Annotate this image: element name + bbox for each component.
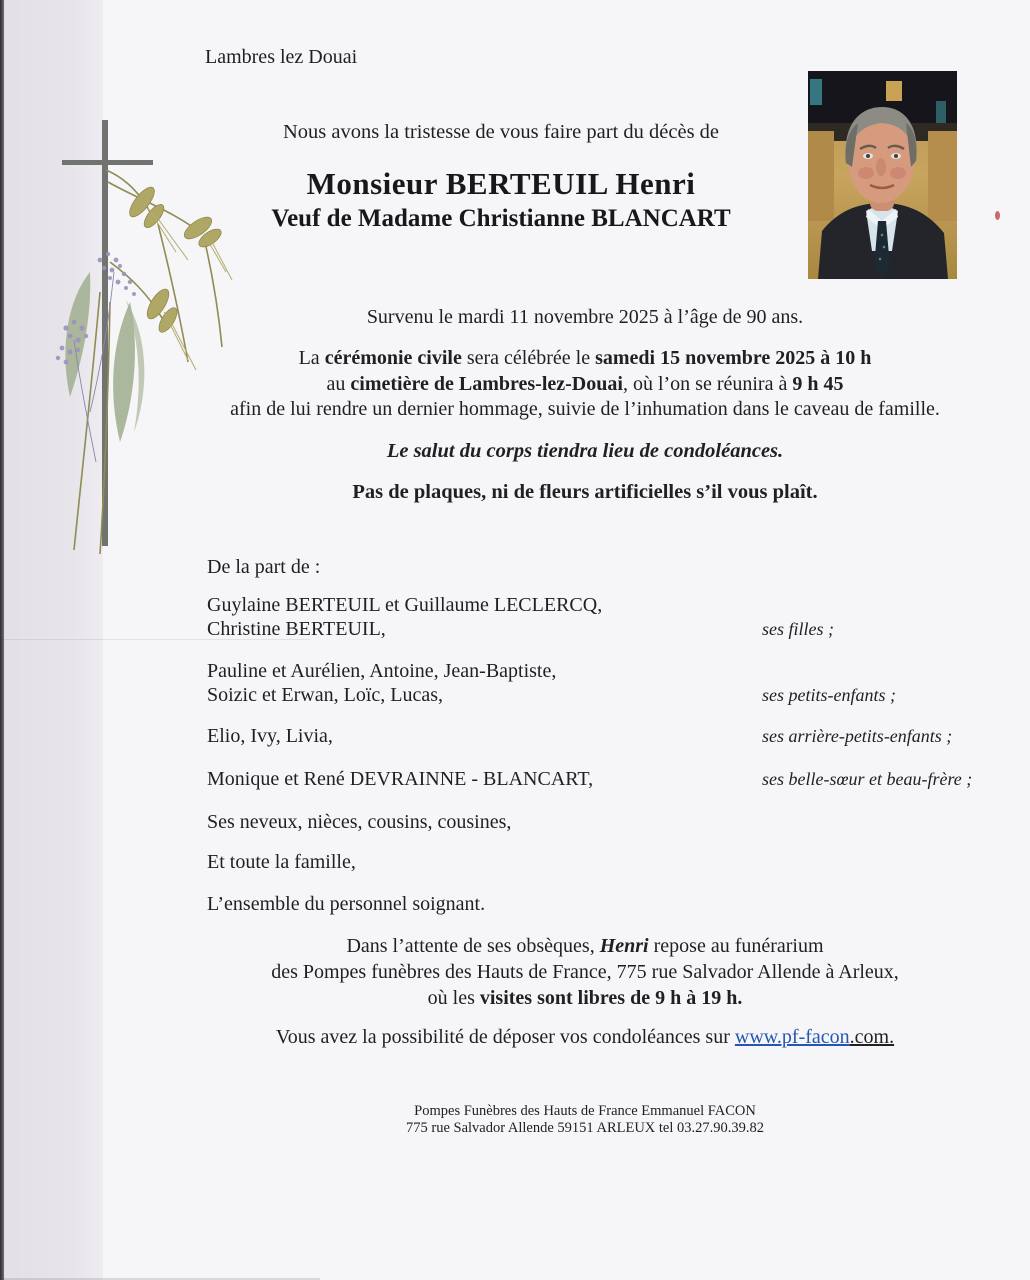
city-label: Lambres lez Douai <box>205 46 358 68</box>
family-name-line: Ses neveux, nièces, cousins, cousines, <box>207 811 512 833</box>
deceased-subtitle: Veuf de Madame Christianne BLANCART <box>271 205 731 232</box>
family-name-line: Et toute la famille, <box>207 851 356 873</box>
family-name-line: Elio, Ivy, Livia, <box>207 725 333 747</box>
family-name-line: Christine BERTEUIL, <box>207 618 386 640</box>
ceremony-line-2: au cimetière de Lambres-lez-Douai, où l’on se réunira à 9 h 45 <box>326 373 844 395</box>
intro-line: Nous avons la tristesse de vous faire part du décès de <box>282 121 720 143</box>
family-name-line: Monique et René DEVRAINNE - BLANCART, <box>207 768 594 790</box>
salute-line: Le salut du corps tiendra lieu de condoléances. <box>386 440 784 462</box>
ceremony-line-1: La cérémonie civile sera célébrée le samedi 15 novembre 2025 à 10 h <box>298 347 872 369</box>
relation-label: ses belle-sœur et beau-frère ; <box>762 769 973 789</box>
funerarium-line-2: des Pompes funèbres des Hauts de France, 775 rue Salvador Allende à Arleux, <box>271 961 899 983</box>
death-date-line: Survenu le mardi 11 novembre 2025 à l’âge de 90 ans. <box>366 306 804 328</box>
funeral-home-name: Pompes Funèbres des Hauts de France Emmanuel FACON <box>414 1103 756 1119</box>
funeral-home-address: 775 rue Salvador Allende 59151 ARLEUX tel 03.27.90.39.82 <box>405 1120 765 1136</box>
family-name-line: L’ensemble du personnel soignant. <box>207 893 486 915</box>
family-name-line: Pauline et Aurélien, Antoine, Jean-Baptiste, <box>207 660 557 682</box>
family-name-line: Guylaine BERTEUIL et Guillaume LECLERCQ, <box>207 594 603 616</box>
family-name-line: Soizic et Erwan, Loïc, Lucas, <box>207 684 444 706</box>
relation-label: ses arrière-petits-enfants ; <box>762 726 953 746</box>
family-heading: De la part de : <box>207 556 321 578</box>
funerarium-line-1: Dans l’attente de ses obsèques, Henri repose au funérarium <box>346 935 824 957</box>
condolence-website-link[interactable]: www.pf-facon <box>734 1026 850 1048</box>
ceremony-line-3: afin de lui rendre un dernier hommage, suivie de l’inhumation dans le caveau de famille. <box>230 398 940 420</box>
no-flowers-line: Pas de plaques, ni de fleurs artificielles s’il vous plaît. <box>352 481 818 503</box>
deceased-name: Monsieur BERTEUIL Henri <box>306 166 696 201</box>
condolence-line: Vous avez la possibilité de déposer vos condoléances sur www.pf-facon.com. <box>275 1026 895 1048</box>
funerarium-line-3: où les visites sont libres de 9 h à 19 h. <box>427 987 743 1009</box>
condolence-link-suffix: .com. <box>849 1026 895 1048</box>
relation-label: ses filles ; <box>762 619 834 639</box>
relation-label: ses petits-enfants ; <box>762 685 896 705</box>
